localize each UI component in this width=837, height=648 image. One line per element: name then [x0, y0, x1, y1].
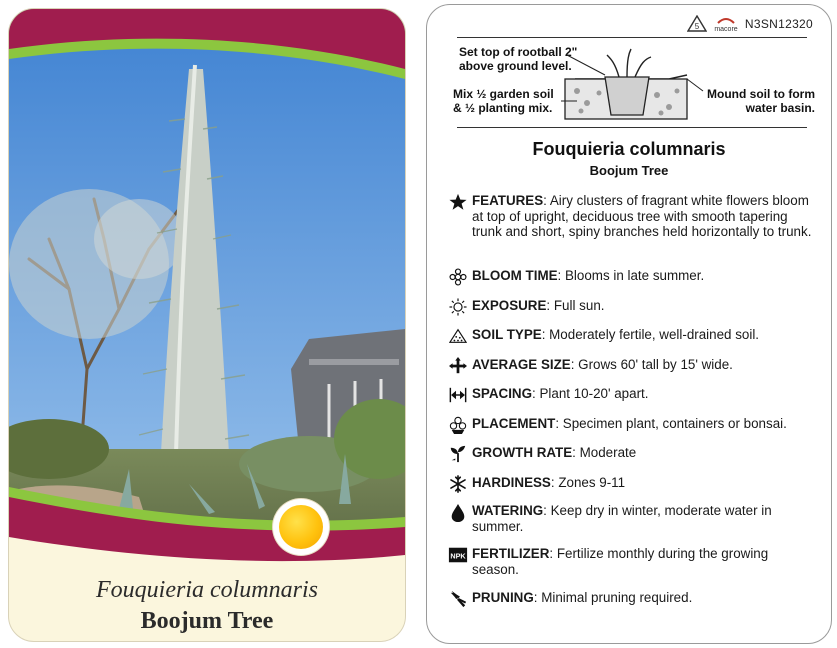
exposure-sun-icon	[273, 499, 329, 555]
flower-icon	[447, 268, 469, 288]
attr-watering: WATERING: Keep dry in winter, moderate water in summer.	[447, 503, 815, 534]
attr-value: Moderately fertile, well-drained soil.	[549, 327, 760, 342]
attr-fertilizer: NPK FERTILIZER: Fertilize monthly during the growing season.	[447, 546, 815, 577]
attr-bloom-time: BLOOM TIME: Blooms in late summer.	[447, 268, 815, 288]
planting-diagram	[557, 45, 707, 125]
care-title-common: Boojum Tree	[589, 163, 669, 178]
attr-value: Zones 9-11	[558, 475, 626, 490]
attr-pruning: PRUNING: Minimal pruning required.	[447, 590, 815, 610]
attr-growth-rate: GROWTH RATE: Moderate	[447, 445, 815, 465]
recycle-5-icon	[687, 15, 707, 33]
attr-label: SOIL TYPE	[472, 327, 542, 342]
attr-label: GROWTH RATE	[472, 445, 573, 460]
attr-features: FEATURES: Airy clusters of fragrant white flowers bloom at top of upright, deciduous tree with smooth tapering trunk and short, spiny branches held horizontally to trunk.	[447, 193, 815, 240]
attr-hardiness: HARDINESS: Zones 9-11	[447, 475, 815, 495]
water-drop-icon	[447, 503, 469, 523]
attr-label: PRUNING	[472, 590, 534, 605]
botanical-name: Fouquieria columnaris	[96, 577, 318, 603]
care-title-botanical: Fouquieria columnaris	[532, 139, 726, 159]
attr-label: FEATURES	[472, 193, 544, 208]
attr-label: SPACING	[472, 386, 533, 401]
placement-icon	[447, 416, 469, 436]
attr-placement: PLACEMENT: Specimen plant, containers or bonsai.	[447, 416, 815, 436]
attr-label: PLACEMENT	[472, 416, 556, 431]
recycle-number: 5	[694, 22, 700, 31]
tag-code: N3SN12320	[744, 17, 813, 31]
attr-value: Plant 10-20' apart.	[539, 386, 649, 401]
npk-icon	[447, 546, 469, 566]
tag-header	[687, 15, 813, 33]
attr-value: Grows 60' tall by 15' wide.	[578, 357, 733, 372]
svg-text:NPK: NPK	[450, 551, 466, 561]
sun-icon	[447, 298, 469, 318]
brand-name: macore	[714, 26, 738, 33]
care-info-card	[426, 4, 832, 644]
attr-value: Blooms in late summer.	[565, 268, 705, 283]
boojum-tree-photo	[9, 9, 405, 564]
common-name: Boojum Tree	[140, 608, 274, 634]
soil-icon	[447, 327, 469, 347]
size-icon	[447, 357, 469, 377]
divider-bottom	[457, 127, 807, 128]
attr-label: EXPOSURE	[472, 298, 547, 313]
attr-label: FERTILIZER	[472, 546, 550, 561]
spacing-icon	[447, 386, 469, 406]
attr-label: HARDINESS	[472, 475, 551, 490]
rootball-note: Set top of rootball 2" above ground level.	[459, 45, 578, 73]
basin-note: Mound soil to form water basin.	[707, 87, 815, 115]
macore-logo	[713, 15, 739, 33]
snowflake-icon	[447, 475, 469, 495]
attr-label: AVERAGE SIZE	[472, 357, 571, 372]
attr-label: BLOOM TIME	[472, 268, 558, 283]
attr-value: Airy clusters of fragrant white flowers bloom at top of upright, deciduous tree with smooth tapering trunk and short, spiny branches held horizontally to trunk.	[472, 193, 812, 239]
attr-spacing: SPACING: Plant 10-20' apart.	[447, 386, 815, 406]
attr-value: Minimal pruning required.	[541, 590, 693, 605]
attr-value: Fertilize monthly during the growing season.	[472, 546, 769, 577]
attr-exposure: EXPOSURE: Full sun.	[447, 298, 815, 318]
soil-mix-note: Mix ½ garden soil & ½ planting mix.	[453, 87, 554, 115]
attr-average-size: AVERAGE SIZE: Grows 60' tall by 15' wide.	[447, 357, 815, 377]
pruners-icon	[447, 590, 469, 610]
star-icon	[447, 193, 469, 213]
attr-value: Full sun.	[553, 298, 605, 313]
attr-value: Specimen plant, containers or bonsai.	[562, 416, 787, 431]
divider-top	[457, 37, 807, 38]
plant-photo-card	[8, 8, 406, 642]
plant-photo	[9, 9, 405, 564]
sprout-icon	[447, 445, 469, 465]
attr-value: Keep dry in winter, moderate water in summer.	[472, 503, 772, 534]
attr-soil-type: SOIL TYPE: Moderately fertile, well-drained soil.	[447, 327, 815, 347]
attr-value: Moderate	[579, 445, 637, 460]
attr-label: WATERING	[472, 503, 544, 518]
